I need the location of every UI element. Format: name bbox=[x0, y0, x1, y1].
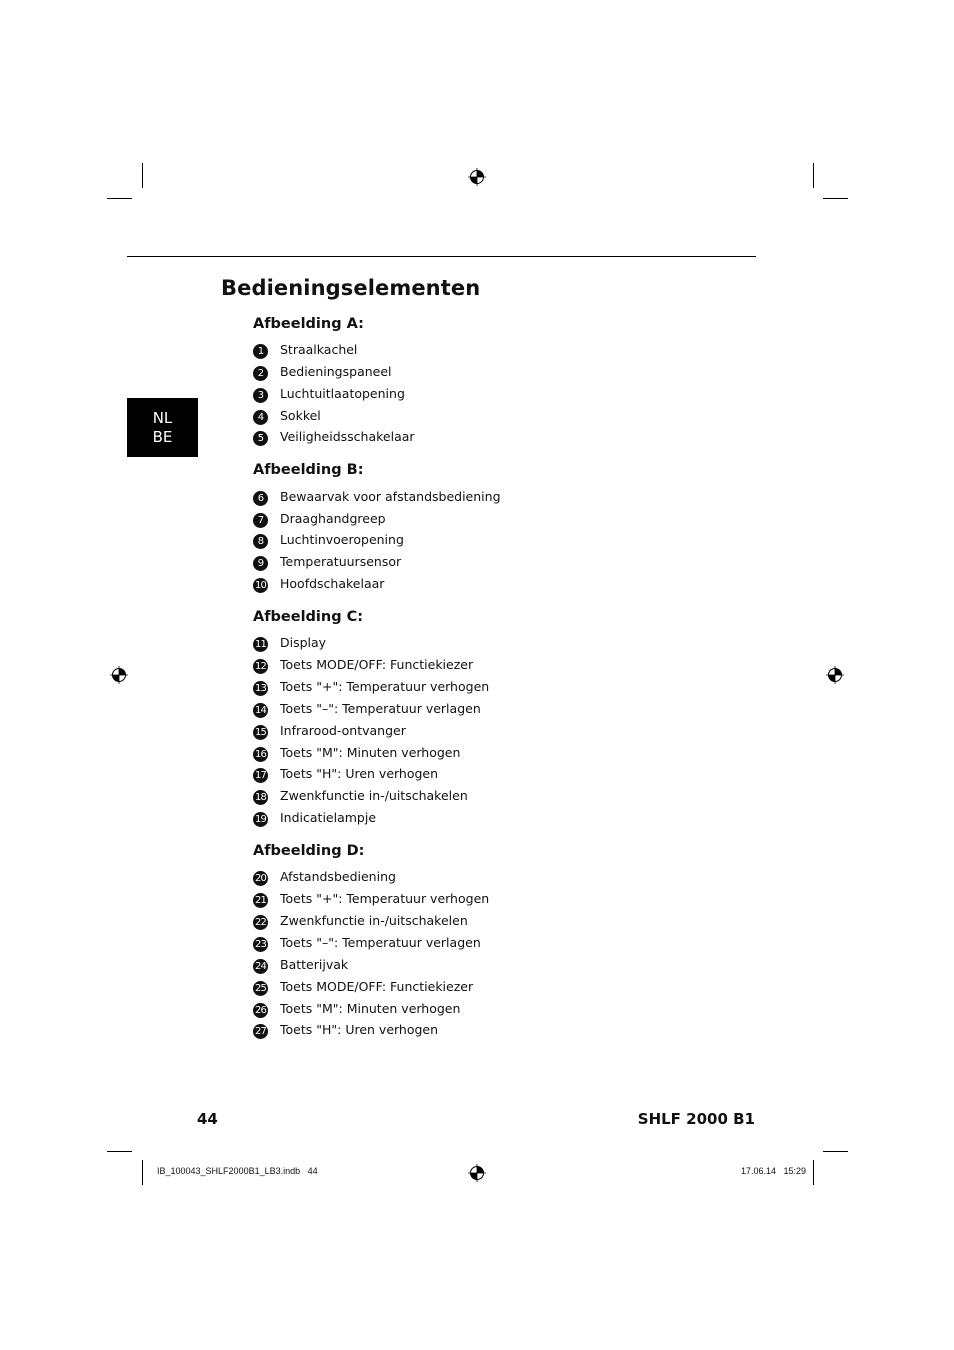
item-number-badge: 15 bbox=[254, 726, 267, 738]
list-item bbox=[253, 788, 468, 805]
list-item bbox=[253, 554, 402, 571]
item-label: Luchtinvoeropening bbox=[280, 532, 404, 547]
item-label: Toets "+": Temperatuur verhogen bbox=[280, 891, 490, 906]
crop-mark bbox=[142, 163, 143, 188]
list-item bbox=[253, 1001, 461, 1018]
list-item bbox=[253, 489, 501, 506]
list-item bbox=[253, 386, 405, 403]
list-item bbox=[253, 408, 321, 425]
crop-mark bbox=[823, 1151, 848, 1152]
item-number-badge: 22 bbox=[254, 916, 267, 928]
crop-mark bbox=[107, 1151, 132, 1152]
item-label: Bewaarvak voor afstandsbediening bbox=[280, 489, 501, 504]
item-number-badge: 11 bbox=[254, 638, 267, 650]
item-number-badge: 9 bbox=[253, 556, 268, 571]
item-number-badge: 23 bbox=[254, 938, 267, 950]
section-heading: Afbeelding B: bbox=[253, 462, 364, 478]
section-heading: Afbeelding D: bbox=[253, 843, 365, 859]
crop-mark bbox=[823, 198, 848, 199]
item-number-badge: 21 bbox=[254, 894, 267, 906]
item-number-badge: 6 bbox=[253, 491, 268, 506]
item-label: Toets MODE/OFF: Functiekiezer bbox=[280, 657, 474, 672]
list-item bbox=[253, 532, 404, 549]
page-number: 44 bbox=[197, 1110, 218, 1128]
section-heading: Afbeelding A: bbox=[253, 316, 364, 332]
crop-mark bbox=[813, 163, 814, 188]
item-label: Indicatielampje bbox=[280, 810, 377, 825]
item-number-badge: 26 bbox=[254, 1004, 267, 1016]
item-label: Display bbox=[280, 635, 327, 650]
item-number-badge: 7 bbox=[253, 513, 268, 528]
item-number-badge: 10 bbox=[254, 579, 267, 591]
item-label: Toets MODE/OFF: Functiekiezer bbox=[280, 979, 474, 994]
item-number-badge: 8 bbox=[253, 534, 268, 549]
list-item bbox=[253, 913, 468, 930]
item-number-badge: 1 bbox=[253, 344, 268, 359]
item-label: Draaghandgreep bbox=[280, 511, 386, 526]
list-item bbox=[253, 576, 385, 593]
language-tab-line: NL bbox=[152, 408, 173, 427]
item-number-badge: 4 bbox=[253, 410, 268, 425]
item-label: Zwenkfunctie in-/uitschakelen bbox=[280, 788, 468, 803]
item-label: Toets "–": Temperatuur verlagen bbox=[280, 701, 481, 716]
item-label: Straalkachel bbox=[280, 342, 358, 357]
item-label: Zwenkfunctie in-/uitschakelen bbox=[280, 913, 468, 928]
item-number-badge: 20 bbox=[254, 872, 267, 884]
item-label: Luchtuitlaatopening bbox=[280, 386, 405, 401]
crop-mark bbox=[107, 198, 132, 199]
language-tab bbox=[127, 398, 198, 457]
list-item bbox=[253, 810, 377, 827]
item-number-badge: 24 bbox=[254, 960, 267, 972]
item-label: Toets "+": Temperatuur verhogen bbox=[280, 679, 490, 694]
list-item bbox=[253, 766, 439, 783]
list-item bbox=[253, 957, 349, 974]
list-item bbox=[253, 891, 490, 908]
item-label: Toets "M": Minuten verhogen bbox=[280, 745, 461, 760]
list-item bbox=[253, 364, 392, 381]
item-label: Toets "H": Uren verhogen bbox=[280, 766, 439, 781]
model-number: SHLF 2000 B1 bbox=[637, 1110, 755, 1128]
item-number-badge: 5 bbox=[253, 431, 268, 446]
item-number-badge: 16 bbox=[254, 748, 267, 760]
item-label: Bedieningspaneel bbox=[280, 364, 392, 379]
language-tab-line: BE bbox=[152, 427, 173, 446]
section-heading: Afbeelding C: bbox=[253, 609, 364, 625]
item-label: Veiligheidsschakelaar bbox=[280, 429, 415, 444]
registration-mark-icon bbox=[468, 1164, 486, 1182]
item-label: Toets "M": Minuten verhogen bbox=[280, 1001, 461, 1016]
list-item bbox=[253, 869, 396, 886]
print-slug-file: IB_100043_SHLF2000B1_LB3.indb 44 bbox=[157, 1166, 318, 1176]
item-number-badge: 13 bbox=[254, 682, 267, 694]
registration-mark-icon bbox=[110, 666, 128, 684]
item-label: Temperatuursensor bbox=[280, 554, 402, 569]
header-rule bbox=[127, 256, 756, 257]
list-item bbox=[253, 511, 386, 528]
item-number-badge: 3 bbox=[253, 388, 268, 403]
crop-mark bbox=[142, 1160, 143, 1185]
list-item bbox=[253, 723, 406, 740]
item-label: Toets "–": Temperatuur verlagen bbox=[280, 935, 481, 950]
item-number-badge: 25 bbox=[254, 982, 267, 994]
item-number-badge: 2 bbox=[253, 366, 268, 381]
list-item bbox=[253, 635, 327, 652]
list-item bbox=[253, 701, 481, 718]
list-item bbox=[253, 1022, 439, 1039]
crop-mark bbox=[813, 1160, 814, 1185]
item-number-badge: 27 bbox=[254, 1025, 267, 1037]
item-number-badge: 19 bbox=[254, 813, 267, 825]
item-number-badge: 12 bbox=[254, 660, 267, 672]
list-item bbox=[253, 979, 474, 996]
registration-mark-icon bbox=[826, 666, 844, 684]
list-item bbox=[253, 657, 474, 674]
registration-mark-icon bbox=[468, 168, 486, 186]
item-label: Hoofdschakelaar bbox=[280, 576, 385, 591]
item-number-badge: 17 bbox=[254, 769, 267, 781]
page-title: Bedieningselementen bbox=[221, 276, 481, 300]
item-label: Infrarood-ontvanger bbox=[280, 723, 406, 738]
list-item bbox=[253, 935, 481, 952]
list-item bbox=[253, 342, 358, 359]
list-item bbox=[253, 679, 490, 696]
item-number-badge: 14 bbox=[254, 704, 267, 716]
list-item bbox=[253, 429, 415, 446]
item-label: Sokkel bbox=[280, 408, 321, 423]
item-label: Afstandsbediening bbox=[280, 869, 396, 884]
print-slug-date: 17.06.14 15:29 bbox=[740, 1166, 806, 1176]
item-label: Toets "H": Uren verhogen bbox=[280, 1022, 439, 1037]
item-number-badge: 18 bbox=[254, 791, 267, 803]
list-item bbox=[253, 745, 461, 762]
item-label: Batterijvak bbox=[280, 957, 349, 972]
